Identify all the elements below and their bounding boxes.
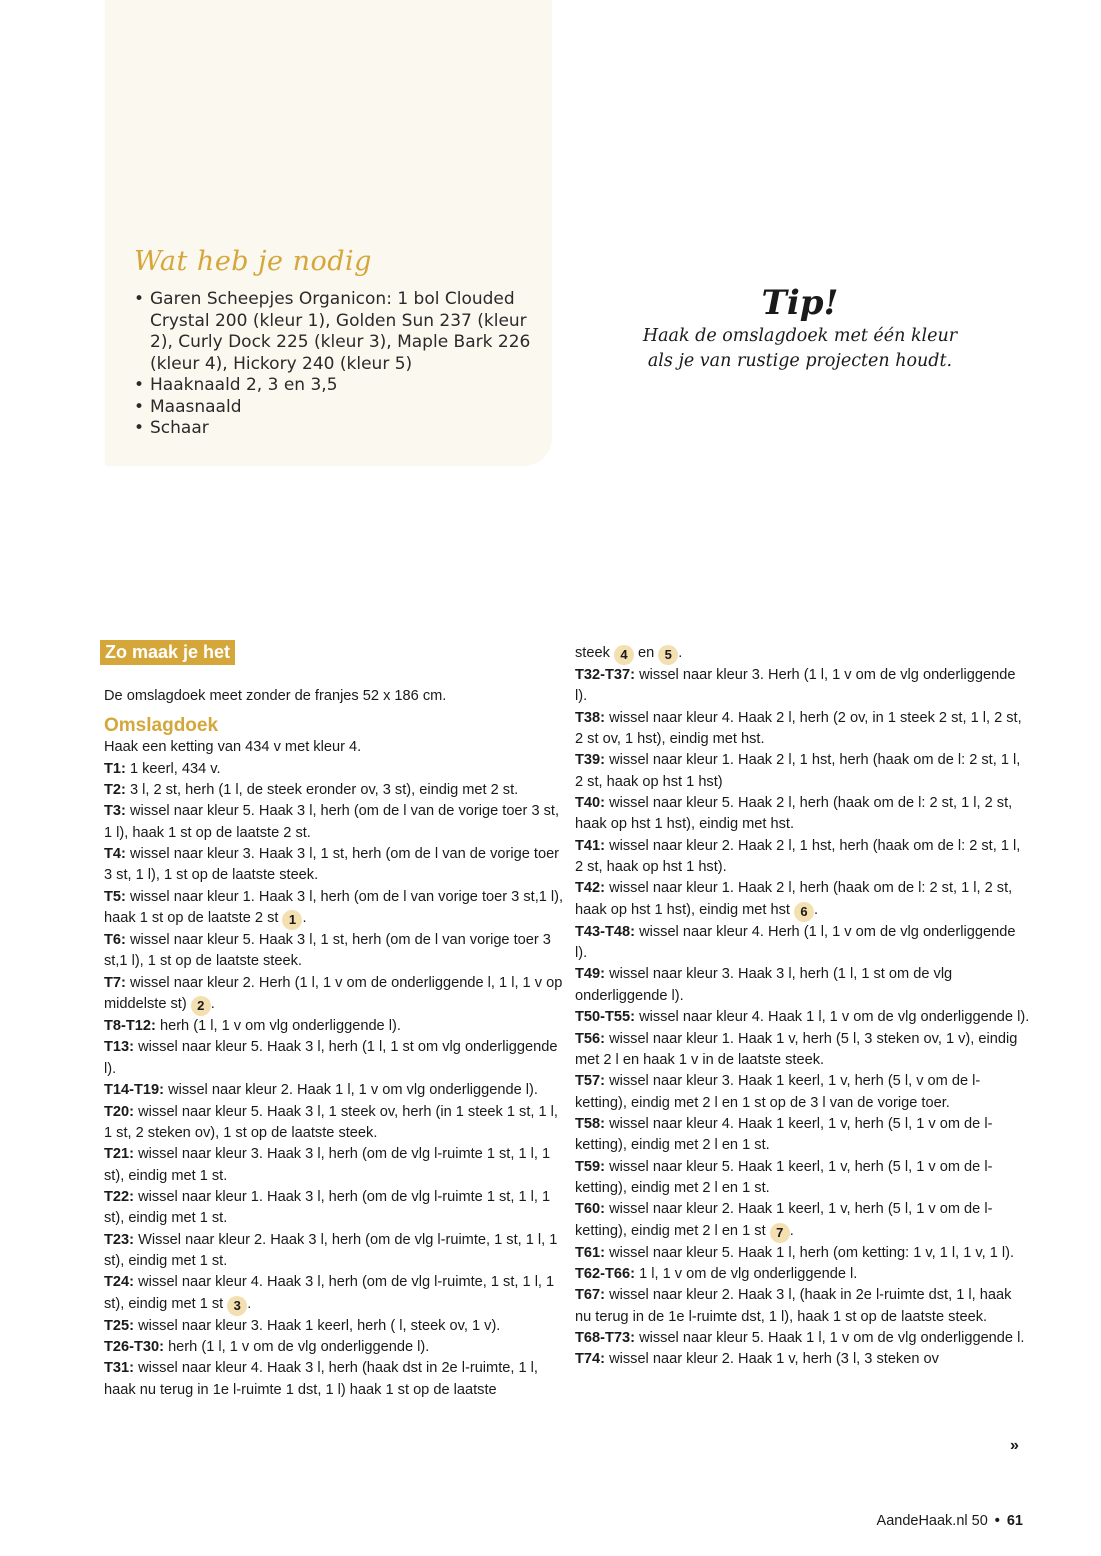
instruction-row: [575, 964, 1030, 1007]
row-text: wissel naar kleur 5. Haak 3 l, herh (om de l van de vorige toer 3 st, 1 l), haak 1 st op de laatste 2 st.: [104, 803, 560, 841]
row-label: T20:: [104, 1103, 135, 1120]
row-label: T6:: [104, 932, 126, 949]
instruction-row: [575, 1071, 1030, 1114]
row-label: T32-T37:: [575, 667, 636, 683]
row-label: T62-T66:: [575, 1265, 636, 1282]
row-label: T7:: [104, 974, 126, 991]
row-text: wissel naar kleur 2. Haak 1 keerl, 1 v, herh (5 l, 1 v om de l-ketting), eindig met 2 l en 1 st: [575, 1201, 993, 1239]
instruction-row: [104, 1037, 564, 1080]
row-label: T49:: [575, 966, 606, 983]
row-label: T25:: [104, 1317, 135, 1334]
row-text: wissel naar kleur 5. Haak 3 l, 1 steek ov, herh (in 1 steek 1 st, 1 l, 1 st, 2 steken ov), 1 st op de laatste steek.: [104, 1103, 558, 1141]
instruction-row: [104, 1187, 564, 1230]
instruction-row: [104, 1230, 564, 1273]
instruction-row: [104, 1016, 564, 1037]
step-badge: 7: [770, 1223, 790, 1243]
row-label: T14-T19:: [104, 1082, 165, 1099]
instruction-row: [104, 930, 564, 973]
row-text: wissel naar kleur 2. Haak 1 l, 1 v om vlg onderliggende l).: [164, 1082, 538, 1099]
row-label: T5:: [104, 888, 126, 905]
row-text-after: .: [789, 1222, 794, 1239]
instruction-row: [104, 973, 564, 1016]
step-badge: 3: [227, 1296, 247, 1316]
row-label: T67:: [575, 1287, 606, 1304]
row-label: T56:: [575, 1030, 606, 1047]
instruction-row: [104, 844, 564, 887]
row-text-after: .: [814, 901, 819, 918]
step-badge: 4: [614, 645, 634, 665]
instruction-row: [104, 1102, 564, 1145]
row-text: wissel naar kleur 1. Haak 2 l, 1 hst, herh (haak om de l: 2 st, 1 l, 2 st, haak op hst 1 hst): [575, 752, 1021, 790]
row-label: T74:: [575, 1351, 606, 1368]
continued-after: .: [678, 645, 683, 661]
instruction-row: [575, 1264, 1030, 1285]
row-text: wissel naar kleur 2. Haak 2 l, 1 hst, herh (haak om de l: 2 st, 1 l, 2 st, haak op hst 1 hst).: [575, 837, 1021, 876]
section-title: Zo maak je het: [100, 640, 235, 665]
instruction-row: [104, 1080, 564, 1101]
row-label: T26-T30:: [104, 1338, 165, 1355]
subsection-title: Omslagdoek: [104, 715, 219, 737]
row-text: herh (1 l, 1 v om vlg onderliggende l).: [155, 1018, 401, 1035]
continue-arrow-icon: »: [1010, 1437, 1019, 1454]
row-label: T61:: [575, 1244, 606, 1261]
instruction-row: [575, 1243, 1030, 1264]
instruction-row: [575, 1029, 1030, 1072]
instruction-row: [575, 1349, 1030, 1370]
row-text: wissel naar kleur 4. Haak 1 keerl, 1 v, herh (5 l, 1 v om de l-ketting), eindig met 2 l en 1 st.: [575, 1115, 993, 1154]
instruction-row: [104, 1316, 564, 1337]
materials-item: • Garen Scheepjes Organicon: 1 bol Clouded Crystal 200 (kleur 1), Golden Sun 237 (kleur 2), Curly Dock 225 (kleur 3), Maple Bark 226 (kleur 4), Hickory 240 (kleur 5): [134, 289, 534, 375]
instruction-row: [575, 1199, 1030, 1242]
row-text-after: .: [247, 1295, 252, 1312]
instruction-row: [104, 887, 564, 930]
row-label: T68-T73:: [575, 1329, 636, 1346]
instruction-row: [104, 1144, 564, 1187]
row-text: wissel naar kleur 3. Haak 3 l, herh (om de vlg l-ruimte 1 st, 1 l, 1 st), eindig met 1 st.: [104, 1146, 551, 1184]
row-text: wissel naar kleur 3. Haak 1 keerl, 1 v, herh (5 l, v om de l-ketting), eindig met 2 l en 1 st op de 3 l van de vorige toer.: [575, 1073, 981, 1111]
tip-box: [600, 282, 1000, 374]
tip-title: Tip!: [761, 283, 839, 323]
instruction-row: [575, 1285, 1030, 1328]
instruction-row: [104, 1272, 564, 1315]
row-label: T57:: [575, 1073, 606, 1090]
instruction-row: [575, 878, 1030, 921]
row-label: T39:: [575, 752, 606, 769]
row-label: T59:: [575, 1158, 606, 1175]
tip-line-1: Haak de omslagdoek met één kleur: [642, 326, 958, 346]
row-label: T40:: [575, 795, 606, 812]
row-label: T4:: [104, 846, 126, 863]
row-label: T42:: [575, 880, 606, 897]
row-label: T41:: [575, 837, 606, 854]
row-text: wissel naar kleur 4. Haak 1 l, 1 v om de vlg onderliggende l).: [635, 1009, 1030, 1026]
row-text: 3 l, 2 st, herh (1 l, de steek eronder ov, 3 st), eindig met 2 st.: [125, 782, 519, 799]
instruction-row: [104, 759, 564, 780]
instruction-row: [104, 780, 564, 801]
instruction-row: [575, 1328, 1030, 1349]
continued-mid: en: [633, 645, 659, 661]
row-text: wissel naar kleur 1. Haak 2 l, herh (haak om de l: 2 st, 1 l, 2 st, haak op hst 1 hst), eindig met hst: [575, 880, 1013, 918]
row-text: wissel naar kleur 4. Haak 3 l, herh (haak dst in 2e l-ruimte, 1 l, haak nu terug in 1e l-ruimte 1 dst, 1 l) haak 1 st op de laatste: [104, 1360, 538, 1398]
row-label: T50-T55:: [575, 1009, 636, 1026]
row-label: T3:: [104, 803, 126, 820]
row-label: T24:: [104, 1274, 135, 1291]
step-badge: 1: [282, 910, 302, 930]
start-instruction: Haak een ketting van 434 v met kleur 4.: [104, 739, 362, 756]
materials-title: Wat heb je nodig: [134, 246, 372, 277]
continued-row: [575, 643, 1030, 665]
tip-line-2: als je van rustige projecten houdt.: [647, 351, 953, 371]
row-text: wissel naar kleur 3. Haak 3 l, 1 st, herh (om de l van de vorige toer 3 st, 1 l), 1 st op de laatste steek.: [104, 846, 560, 884]
step-badge: 5: [658, 645, 678, 665]
row-text: wissel naar kleur 1. Haak 3 l, herh (om de l van vorige toer 3 st,1 l), haak 1 st op de laatste 2 st: [104, 888, 564, 927]
row-label: T13:: [104, 1039, 135, 1056]
materials-list: [134, 289, 534, 440]
instruction-row: [575, 708, 1030, 751]
row-label: T1:: [104, 760, 126, 777]
footer-site: AandeHaak.nl 50: [876, 1513, 988, 1529]
instruction-row: [575, 1114, 1030, 1157]
instruction-row: [104, 801, 564, 844]
row-label: T23:: [104, 1231, 135, 1248]
row-text: wissel naar kleur 3. Haak 1 keerl, herh ( l, steek ov, 1 v).: [134, 1317, 501, 1334]
materials-item: • Maasnaald: [134, 397, 534, 419]
step-badge: 2: [191, 996, 211, 1016]
row-text: wissel naar kleur 4. Herh (1 l, 1 v om de vlg onderliggende l).: [575, 923, 1016, 962]
row-text: 1 l, 1 v om de vlg onderliggende l.: [635, 1265, 858, 1282]
instruction-row: [104, 1337, 564, 1358]
row-text-after: .: [210, 996, 215, 1013]
row-text: wissel naar kleur 4. Haak 2 l, herh (2 ov, in 1 steek 2 st, 1 l, 2 st, 2 st ov, 1 hst), eindig met hst.: [575, 709, 1022, 748]
row-text: wissel naar kleur 3. Herh (1 l, 1 v om de vlg onderliggende l).: [575, 667, 1016, 705]
row-text: wissel naar kleur 5. Haak 3 l, 1 st, herh (om de l van vorige toer 3 st,1 l), 1 st op de laatste steek.: [104, 932, 551, 970]
row-label: T31:: [104, 1360, 135, 1377]
continued-text: steek: [575, 645, 614, 661]
row-text: Wissel naar kleur 2. Haak 3 l, herh (om de vlg l-ruimte, 1 st, 1 l, 1 st), eindig met 1 st.: [104, 1231, 558, 1269]
row-text: wissel naar kleur 5. Haak 1 keerl, 1 v, herh (5 l, 1 v om de l-ketting), eindig met 2 l en 1 st.: [575, 1158, 993, 1196]
instruction-row: [575, 1157, 1030, 1200]
row-label: T60:: [575, 1201, 606, 1218]
footer-dot: •: [994, 1513, 1000, 1529]
instruction-row: [575, 793, 1030, 836]
instructions-left-column: [104, 686, 564, 1401]
row-label: T43-T48:: [575, 923, 636, 940]
row-label: T58:: [575, 1115, 606, 1132]
instruction-row: [575, 665, 1030, 708]
row-text: wissel naar kleur 3. Haak 3 l, herh (1 l, 1 st om de vlg onderliggende l).: [575, 966, 953, 1004]
row-text: wissel naar kleur 1. Haak 1 v, herh (5 l, 3 steken ov, 1 v), eindig met 2 l en haak 1 v in de laatste steek.: [575, 1030, 1018, 1068]
row-text: wissel naar kleur 5. Haak 1 l, 1 v om de vlg onderliggende l.: [635, 1329, 1025, 1346]
row-label: T38:: [575, 709, 606, 726]
row-text: wissel naar kleur 2. Herh (1 l, 1 v om de onderliggende l, 1 l, 1 v op middelste st): [104, 974, 563, 1013]
instruction-row: [575, 922, 1030, 965]
instruction-row: [575, 1007, 1030, 1028]
row-label: T22:: [104, 1188, 135, 1205]
row-label: T8-T12:: [104, 1018, 156, 1035]
materials-item: • Schaar: [134, 418, 534, 440]
intro-text: De omslagdoek meet zonder de franjes 52 x 186 cm.: [104, 688, 447, 704]
row-text: 1 keerl, 434 v.: [125, 760, 221, 777]
page-number: 61: [1006, 1513, 1023, 1529]
row-text: wissel naar kleur 5. Haak 1 l, herh (om ketting: 1 v, 1 l, 1 v, 1 l).: [605, 1244, 1015, 1261]
materials-item: • Haaknaald 2, 3 en 3,5: [134, 375, 534, 397]
row-text: wissel naar kleur 2. Haak 3 l, (haak in 2e l-ruimte dst, 1 l, haak nu terug in de 1e l-ruimte dst, 1 l), haak 1 st op de laatste steek.: [575, 1287, 1012, 1325]
row-text: herh (1 l, 1 v om de vlg onderliggende l).: [164, 1338, 430, 1355]
page-footer: [877, 1513, 1023, 1529]
row-text: wissel naar kleur 1. Haak 3 l, herh (om de vlg l-ruimte 1 st, 1 l, 1 st), eindig met 1 st.: [104, 1188, 551, 1227]
instructions-right-column: [575, 643, 1030, 1371]
row-text: wissel naar kleur 5. Haak 3 l, herh (1 l, 1 st om vlg onderliggende l).: [104, 1039, 558, 1077]
instruction-row: [104, 1358, 564, 1401]
row-text-after: .: [302, 910, 307, 927]
instruction-row: [575, 750, 1030, 793]
instruction-row: [575, 836, 1030, 879]
row-text: wissel naar kleur 2. Haak 1 v, herh (3 l, 3 steken ov: [605, 1351, 939, 1368]
row-label: T2:: [104, 782, 126, 799]
step-badge: 6: [794, 902, 814, 922]
row-label: T21:: [104, 1146, 135, 1163]
row-text: wissel naar kleur 5. Haak 2 l, herh (haak om de l: 2 st, 1 l, 2 st, haak op hst 1 hst), eindig met hst.: [575, 795, 1013, 833]
row-text: wissel naar kleur 4. Haak 3 l, herh (om de vlg l-ruimte, 1 st, 1 l, 1 st), eindig met 1 st: [104, 1274, 555, 1312]
